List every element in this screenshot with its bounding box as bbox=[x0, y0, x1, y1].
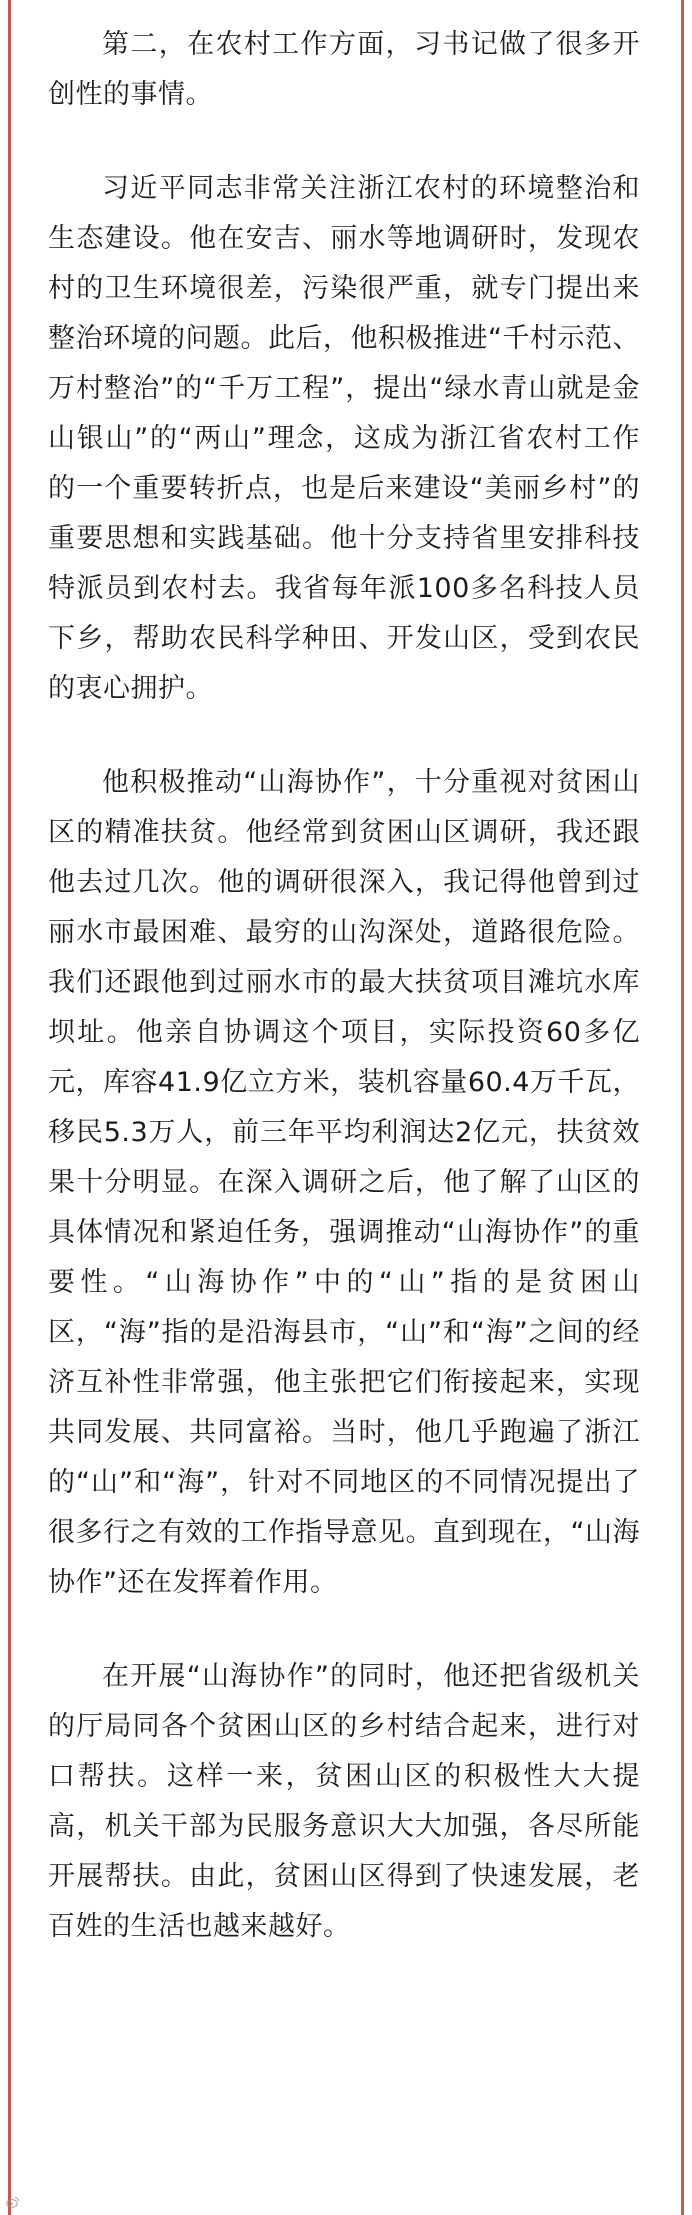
paragraph-2: 习近平同志非常关注浙江农村的环境整治和生态建设。他在安吉、丽水等地调研时，发现农村的卫生环境很差，污染很严重，就专门提出来整治环境的问题。此后，他积极推进“千村示范、万村整治”的“千万工程”，提出“绿水青山就是金山银山”的“两山”理念，这成为浙江省农村工作的一个重要转折点，也是后来建设“美丽乡村”的重要思想和实践基础。他十分支持省里安排科技特派员到农村去。我省每年派100多名科技人员下乡，帮助农民科学种田、开发山区，受到农民的衷心拥护。 bbox=[48, 173, 640, 704]
right-border-line bbox=[681, 0, 684, 2215]
weibo-logo-icon bbox=[6, 2195, 20, 2209]
paragraph-4: 在开展“山海协作”的同时，他还把省级机关的厅局同各个贫困山区的乡村结合起来，进行对口帮扶。这样一来，贫困山区的积极性大大提高，机关干部为民服务意识大大加强，各尽所能开展帮扶。由此，贫困山区得到了快速发展，老百姓的生活也越来越好。 bbox=[48, 1661, 640, 1942]
left-border-line bbox=[8, 0, 11, 2215]
paragraph-1: 第二，在农村工作方面，习书记做了很多开创性的事情。 bbox=[48, 29, 640, 110]
article-body bbox=[48, 20, 640, 1984]
watermark bbox=[6, 2195, 20, 2209]
paragraph-3: 他积极推动“山海协作”，十分重视对贫困山区的精准扶贫。他经常到贫困山区调研，我还跟他去过几次。他的调研很深入，我记得他曾到过丽水市最困难、最穷的山沟深处，道路很危险。我们还跟他到过丽水市的最大扶贫项目滩坑水库坝址。他亲自协调这个项目，实际投资60多亿元，库容41.9亿立方米，装机容量60.4万千瓦，移民5.3万人，前三年平均利润达2亿元，扶贫效果十分明显。在深入调研之后，他了解了山区的具体情况和紧迫任务，强调推动“山海协作”的重要性。“山海协作”中的“山”指的是贫困山区，“海”指的是沿海县市，“山”和“海”之间的经济互补性非常强，他主张把它们衔接起来，实现共同发展、共同富裕。当时，他几乎跑遍了浙江的“山”和“海”，针对不同地区的不同情况提出了很多行之有效的工作指导意见。直到现在，“山海协作”还在发挥着作用。 bbox=[48, 767, 640, 1598]
